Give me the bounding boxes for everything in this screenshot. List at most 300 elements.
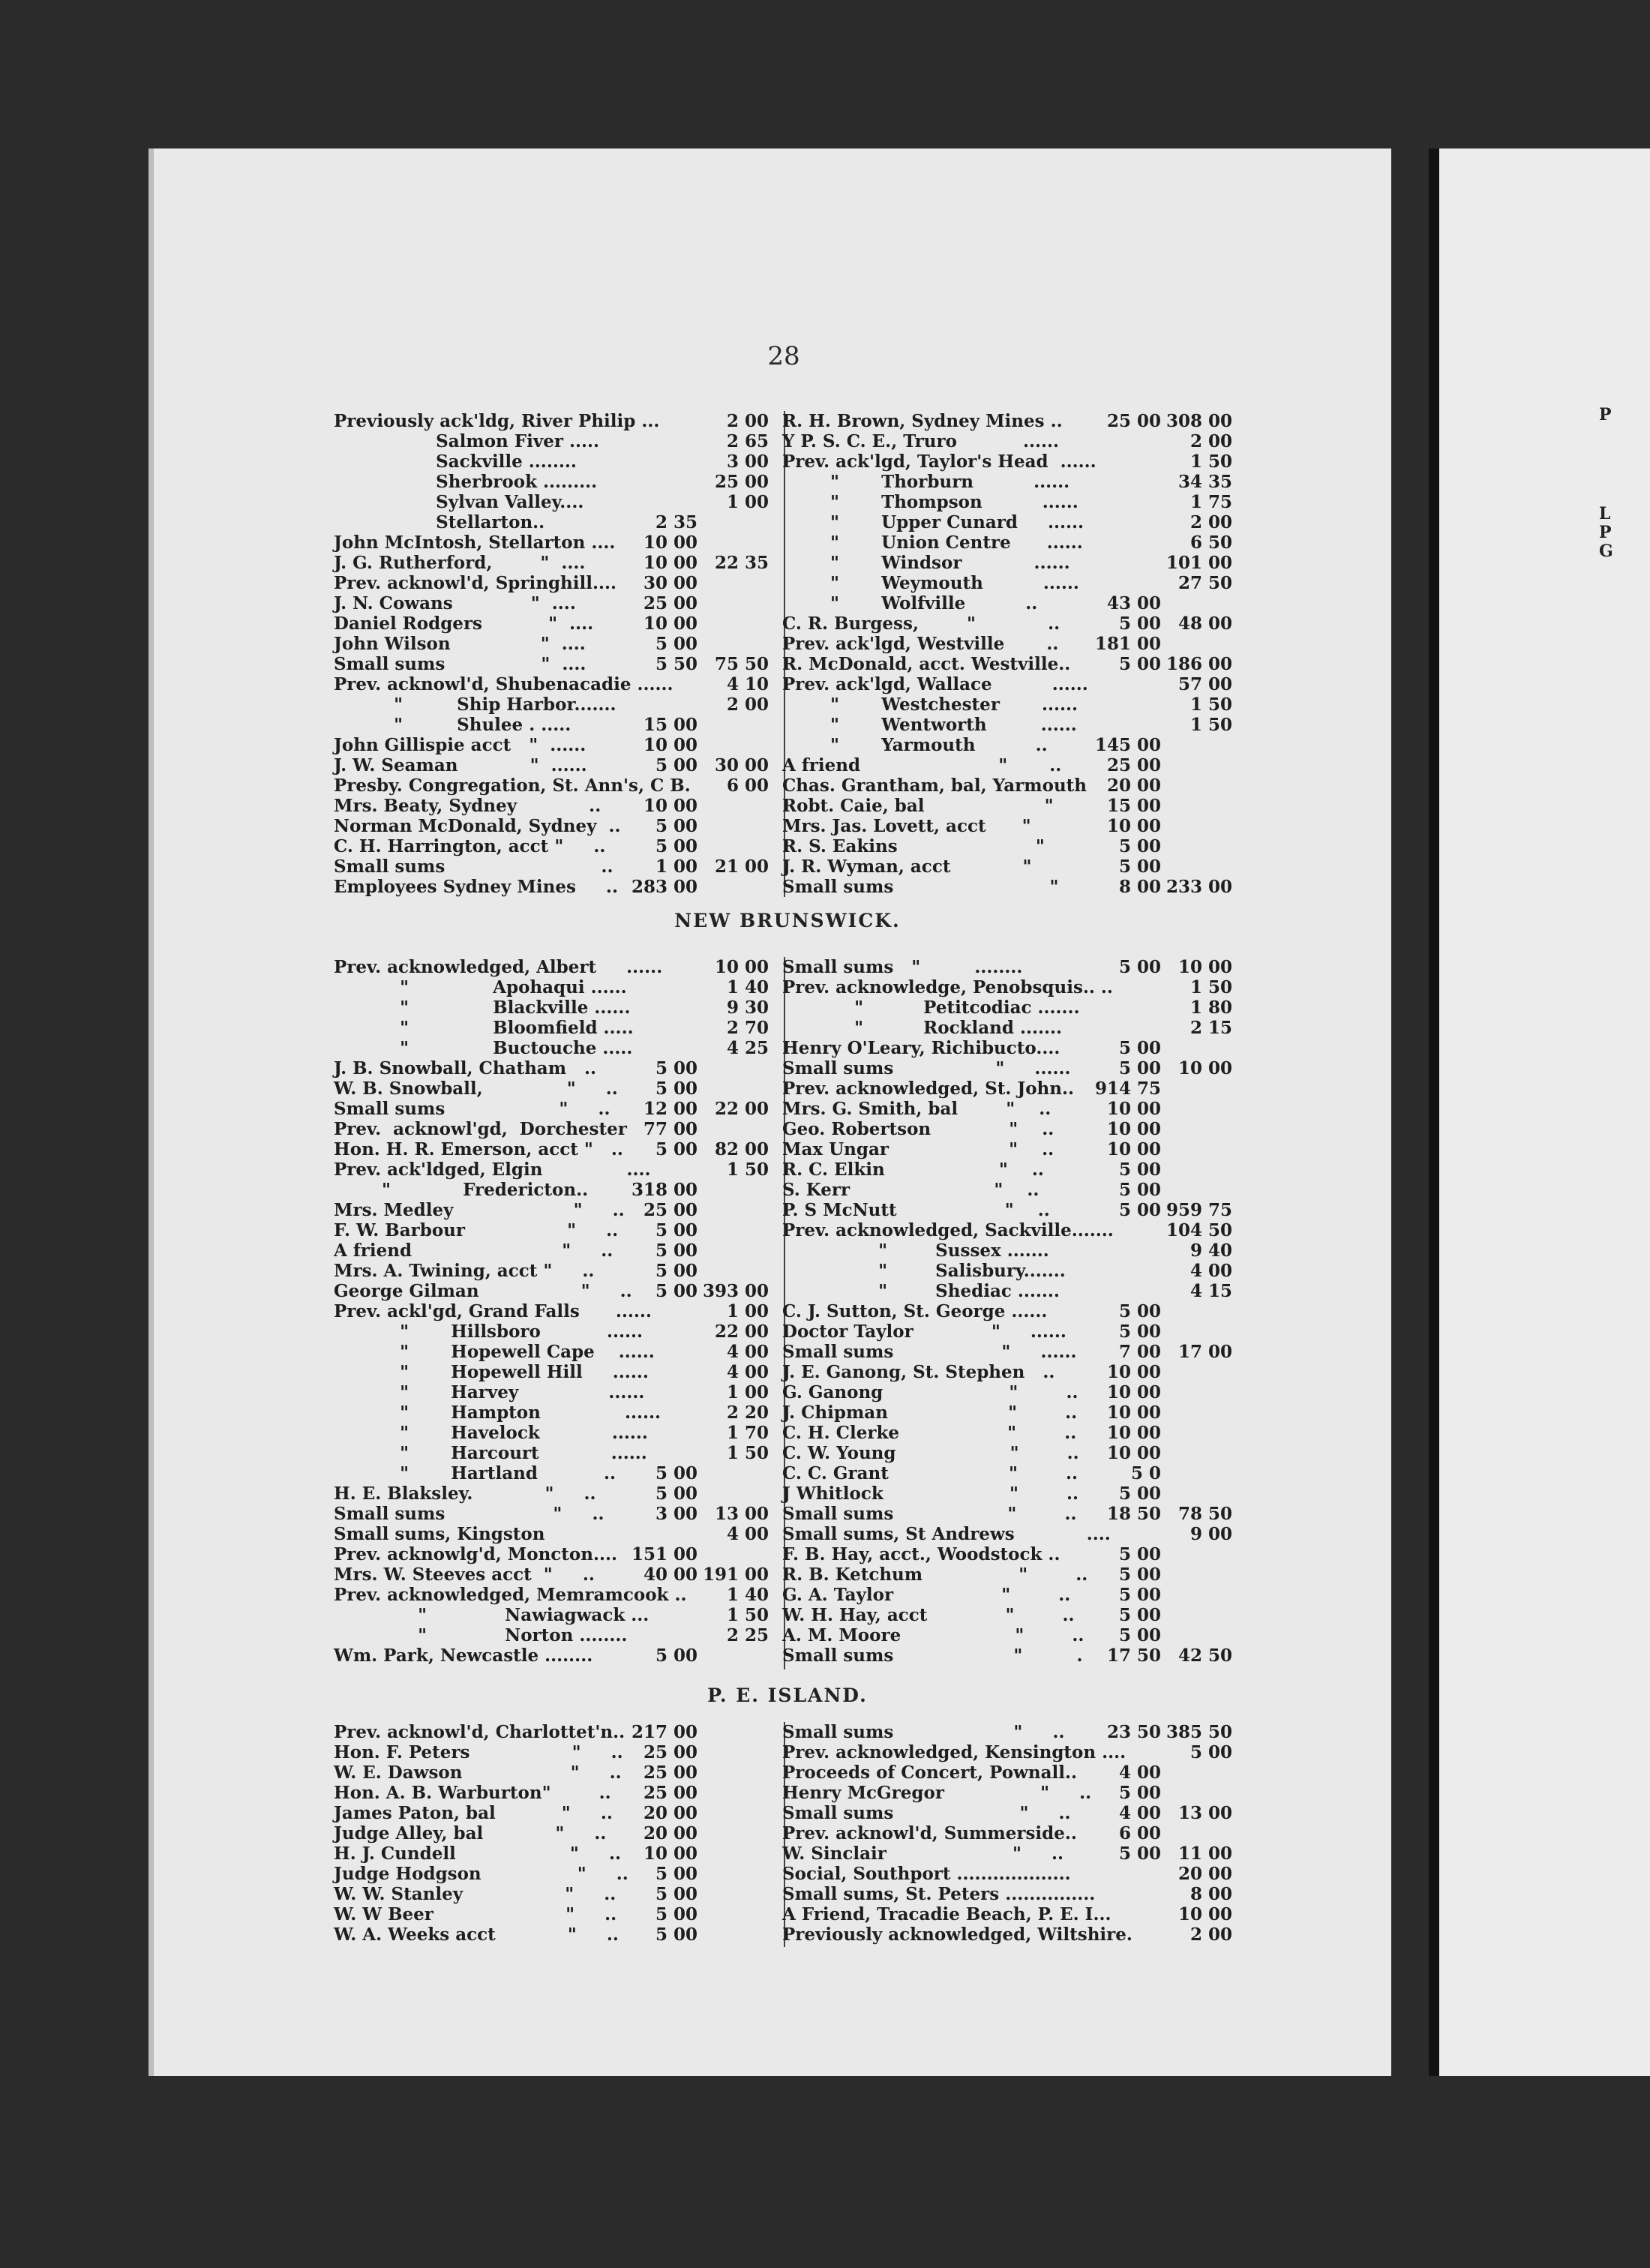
ledger-row xyxy=(334,1281,769,1301)
entry-amount: 8 00 xyxy=(1118,877,1161,897)
ledger-row xyxy=(782,654,1232,674)
entry-label: C. R. Burgess, " .. xyxy=(782,614,1060,634)
ledger-row xyxy=(782,1322,1232,1342)
entry-amount: 10 00 xyxy=(643,735,698,755)
ledger-row xyxy=(782,998,1232,1018)
entry-amount: 5 00 xyxy=(655,1924,698,1945)
ledger-row xyxy=(782,1625,1232,1646)
entry-amount: 15 00 xyxy=(1106,796,1161,816)
entry-amount: 5 00 xyxy=(655,755,698,776)
ledger-row xyxy=(782,1803,1232,1823)
ledger-row xyxy=(782,1261,1232,1281)
ledger-row xyxy=(782,1200,1232,1220)
entry-label: Small sums " .. xyxy=(334,1099,610,1119)
ledger-row xyxy=(782,1058,1232,1078)
entry-amount: 5 00 xyxy=(655,1240,698,1261)
page-number: 28 xyxy=(767,341,800,371)
entry-amount: 10 00 xyxy=(643,553,698,573)
entry-amount: 10 00 xyxy=(643,614,698,634)
ledger-row xyxy=(782,634,1232,654)
entry-label: H. E. Blaksley. " .. xyxy=(334,1484,596,1504)
ledger-row xyxy=(782,674,1232,694)
ledger-row xyxy=(334,715,769,735)
entry-label: " Petitcodiac ....... xyxy=(782,998,1080,1018)
entry-amount: 151 00 xyxy=(631,1544,698,1564)
entry-amount: 5 00 xyxy=(1118,654,1161,674)
ledger-row xyxy=(782,816,1232,836)
entry-subtotal: 2 00 xyxy=(1190,1924,1232,1945)
entry-label: Prev. ack'lgd, Wallace ...... xyxy=(782,674,1088,694)
entry-amount: 25 00 xyxy=(1106,411,1161,431)
entry-label: J Whitlock " .. xyxy=(782,1484,1079,1504)
ledger-row xyxy=(782,1240,1232,1261)
entry-label: R. H. Brown, Sydney Mines .. xyxy=(782,411,1063,431)
entry-amount: 10 00 xyxy=(1106,1402,1161,1423)
entry-subtotal: 22 35 xyxy=(714,553,769,573)
entry-amount: 25 00 xyxy=(643,593,698,614)
ledger-row xyxy=(334,1322,769,1342)
ledger-row xyxy=(782,1423,1232,1443)
ledger-row xyxy=(782,1484,1232,1504)
entry-label: Y P. S. C. E., Truro ...... xyxy=(782,431,1060,452)
ledger-row xyxy=(334,1463,769,1484)
entry-subtotal: 6 50 xyxy=(1190,532,1232,553)
ledger-row xyxy=(334,1220,769,1240)
ledger-row xyxy=(782,1864,1232,1884)
entry-subtotal: 9 00 xyxy=(1190,1524,1232,1544)
entry-label: Employees Sydney Mines .. xyxy=(334,877,618,897)
ledger-row xyxy=(782,512,1232,532)
entry-amount: 10 00 xyxy=(1106,1443,1161,1463)
entry-amount: 5 00 xyxy=(655,816,698,836)
entry-subtotal: 1 50 xyxy=(1190,694,1232,715)
ledger-row xyxy=(782,1301,1232,1322)
ledger-row xyxy=(334,735,769,755)
entry-amount: 5 00 xyxy=(1118,1058,1161,1078)
entry-amount: 5 00 xyxy=(655,836,698,856)
ledger-row xyxy=(334,1443,769,1463)
entry-label: J. N. Cowans " .... xyxy=(334,593,576,614)
ledger-row xyxy=(334,1119,769,1139)
ledger-row xyxy=(334,877,769,897)
ledger-row xyxy=(782,1504,1232,1524)
entry-amount: 23 50 xyxy=(1106,1722,1161,1742)
ledger-row xyxy=(334,532,769,553)
entry-label: W. W Beer " .. xyxy=(334,1904,617,1924)
ledger-row xyxy=(334,573,769,593)
ledger-row xyxy=(334,1362,769,1382)
entry-subtotal: 2 65 xyxy=(726,431,769,452)
ledger-row xyxy=(334,977,769,998)
ledger-row xyxy=(782,715,1232,735)
ledger-row xyxy=(334,1504,769,1524)
entry-amount: 5 00 xyxy=(655,1864,698,1884)
entry-label: " Apohaqui ...... xyxy=(334,977,627,998)
ledger-row xyxy=(334,1078,769,1099)
entry-amount: 18 50 xyxy=(1106,1504,1161,1524)
entry-label: A friend " .. xyxy=(782,755,1062,776)
entry-label: C. W. Young " .. xyxy=(782,1443,1079,1463)
ledger-row xyxy=(334,1423,769,1443)
ledger-row xyxy=(334,614,769,634)
entry-label: " Thorburn ...... xyxy=(782,472,1070,492)
entry-subtotal: 233 00 xyxy=(1166,877,1232,897)
entry-amount: 10 00 xyxy=(1106,1362,1161,1382)
ledger-row xyxy=(334,472,769,492)
ledger-row xyxy=(334,1904,769,1924)
entry-label: Small sums " ...... xyxy=(782,1058,1071,1078)
entry-amount: 17 50 xyxy=(1106,1646,1161,1666)
ledger-row xyxy=(782,1119,1232,1139)
entry-subtotal: 1 80 xyxy=(1190,998,1232,1018)
entry-label: C. H. Harrington, acct " .. xyxy=(334,836,606,856)
entry-label: Small sums " ...... xyxy=(782,1342,1077,1362)
entry-label: Small sums, St. Peters ............... xyxy=(782,1884,1096,1904)
entry-amount: 5 00 xyxy=(1118,1038,1161,1058)
ledger-row xyxy=(782,1585,1232,1605)
entry-subtotal: 308 00 xyxy=(1166,411,1232,431)
entry-subtotal: 25 00 xyxy=(714,472,769,492)
entry-amount: 25 00 xyxy=(643,1742,698,1762)
entry-amount: 10 00 xyxy=(643,1844,698,1864)
entry-label: Daniel Rodgers " .... xyxy=(334,614,594,634)
entry-subtotal: 27 50 xyxy=(1178,573,1232,593)
ledger-row xyxy=(782,1443,1232,1463)
entry-subtotal: 2 70 xyxy=(726,1018,769,1038)
ledger-row xyxy=(782,431,1232,452)
entry-amount: 10 00 xyxy=(1106,1382,1161,1402)
entry-subtotal: 4 25 xyxy=(726,1038,769,1058)
entry-subtotal: 3 00 xyxy=(726,452,769,472)
entry-amount: 5 00 xyxy=(1118,957,1161,977)
entry-amount: 914 75 xyxy=(1094,1078,1161,1099)
entry-subtotal: 10 00 xyxy=(1178,1058,1232,1078)
entry-amount: 43 00 xyxy=(1106,593,1161,614)
ledger-row xyxy=(782,977,1232,998)
ledger-row xyxy=(782,492,1232,512)
entry-label: " Nawiagwack ... xyxy=(334,1605,650,1625)
entry-label: " Wolfville .. xyxy=(782,593,1038,614)
entry-amount: 5 00 xyxy=(1118,1544,1161,1564)
ledger-row xyxy=(334,1382,769,1402)
ledger-row xyxy=(334,957,769,977)
entry-label: Previously acknowledged, Wiltshire. xyxy=(782,1924,1132,1945)
entry-label: Sherbrook ......... xyxy=(334,472,598,492)
entry-amount: 145 00 xyxy=(1094,735,1161,755)
entry-subtotal: 104 50 xyxy=(1166,1220,1232,1240)
section-heading-new-brunswick: NEW BRUNSWICK. xyxy=(674,910,901,932)
entry-label: Small sums " .. xyxy=(782,1504,1077,1524)
entry-subtotal: 48 00 xyxy=(1178,614,1232,634)
ledger-row xyxy=(334,1058,769,1078)
entry-subtotal: 959 75 xyxy=(1166,1200,1232,1220)
entry-amount: 181 00 xyxy=(1094,634,1161,654)
entry-amount: 20 00 xyxy=(643,1823,698,1844)
entry-label: Mrs. W. Steeves acct " .. xyxy=(334,1564,595,1585)
entry-label: Prev. acknowl'd, Summerside.. xyxy=(782,1823,1077,1844)
entry-label: Small sums " . xyxy=(782,1646,1083,1666)
ledger-row xyxy=(334,1524,769,1544)
entry-subtotal: 191 00 xyxy=(702,1564,769,1585)
ledger-row xyxy=(782,1382,1232,1402)
entry-label: Max Ungar " .. xyxy=(782,1139,1054,1160)
entry-amount: 6 00 xyxy=(1118,1823,1161,1844)
entry-label: W. A. Weeks acct " .. xyxy=(334,1924,619,1945)
ledger-row xyxy=(782,1762,1232,1783)
entry-label: Henry McGregor " .. xyxy=(782,1783,1092,1803)
entry-subtotal: 10 00 xyxy=(1178,1904,1232,1924)
ledger-row xyxy=(334,1200,769,1220)
entry-label: Sylvan Valley.... xyxy=(334,492,584,512)
entry-subtotal: 8 00 xyxy=(1190,1884,1232,1904)
entry-label: " Salisbury....... xyxy=(782,1261,1066,1281)
entry-label: " Blackville ...... xyxy=(334,998,631,1018)
entry-label: Prev. acknowl'd, Charlottet'n.. xyxy=(334,1722,626,1742)
entry-label: " Shediac ....... xyxy=(782,1281,1060,1301)
entry-amount: 4 00 xyxy=(1118,1762,1161,1783)
entry-label: " Weymouth ...... xyxy=(782,573,1079,593)
entry-label: Geo. Robertson " .. xyxy=(782,1119,1054,1139)
ledger-row xyxy=(782,694,1232,715)
entry-label: Prev. ack'lgd, Westville .. xyxy=(782,634,1059,654)
entry-amount: 5 00 xyxy=(655,1058,698,1078)
entry-label: C. C. Grant " .. xyxy=(782,1463,1078,1484)
ledger-row xyxy=(334,452,769,472)
ledger-row xyxy=(334,1722,769,1742)
entry-label: Norman McDonald, Sydney .. xyxy=(334,816,621,836)
ledger-row xyxy=(334,694,769,715)
entry-amount: 10 00 xyxy=(643,796,698,816)
entry-subtotal: 42 50 xyxy=(1178,1646,1232,1666)
entry-subtotal: 75 50 xyxy=(714,654,769,674)
ledger-row xyxy=(334,1099,769,1119)
entry-label: W. E. Dawson " .. xyxy=(334,1762,622,1783)
entry-amount: 5 00 xyxy=(1118,1783,1161,1803)
ledger-row xyxy=(782,1823,1232,1844)
entry-label: J. Chipman " .. xyxy=(782,1402,1078,1423)
entry-subtotal: 78 50 xyxy=(1178,1504,1232,1524)
entry-label: Prev. acknowl'gd, Dorchester xyxy=(334,1119,627,1139)
entry-label: Hon. H. R. Emerson, acct " .. xyxy=(334,1139,623,1160)
entry-label: Chas. Grantham, bal, Yarmouth xyxy=(782,776,1088,796)
entry-label: Small sums " xyxy=(782,877,1059,897)
ledger-row xyxy=(782,1646,1232,1666)
ledger-row xyxy=(334,1783,769,1803)
entry-subtotal: 1 00 xyxy=(726,1382,769,1402)
ledger-row xyxy=(334,634,769,654)
entry-label: Small sums " .. xyxy=(782,1722,1065,1742)
entry-amount: 25 00 xyxy=(643,1783,698,1803)
entry-label: " Sussex ....... xyxy=(782,1240,1049,1261)
entry-label: Prev. acknowl'd, Shubenacadie ...... xyxy=(334,674,674,694)
entry-amount: 5 00 xyxy=(655,1904,698,1924)
section-0-right-column xyxy=(782,411,1232,897)
entry-label: Prev. ackl'gd, Grand Falls ...... xyxy=(334,1301,652,1322)
ledger-row xyxy=(782,1524,1232,1544)
entry-amount: 5 00 xyxy=(1118,1844,1161,1864)
entry-label: G. Ganong " .. xyxy=(782,1382,1078,1402)
ledger-row xyxy=(782,1463,1232,1484)
ledger-row xyxy=(334,1261,769,1281)
ledger-row xyxy=(334,1864,769,1884)
entry-amount: 4 00 xyxy=(1118,1803,1161,1823)
ledger-row xyxy=(782,796,1232,816)
ledger-row xyxy=(334,1646,769,1666)
entry-label: Hon. A. B. Warburton" .. xyxy=(334,1783,611,1803)
ledger-row xyxy=(334,1585,769,1605)
ledger-row xyxy=(782,755,1232,776)
entry-label: Small sums, St Andrews .... xyxy=(782,1524,1111,1544)
entry-label: A friend " .. xyxy=(334,1240,614,1261)
ledger-row xyxy=(334,1038,769,1058)
ledger-row xyxy=(782,1139,1232,1160)
entry-subtotal: 1 40 xyxy=(726,1585,769,1605)
entry-label: Small sums " .. xyxy=(334,1504,604,1524)
entry-amount: 2 35 xyxy=(655,512,698,532)
facing-page-letter: P xyxy=(1599,405,1612,424)
entry-amount: 5 0 xyxy=(1130,1463,1161,1484)
entry-subtotal: 1 00 xyxy=(726,1301,769,1322)
ledger-row xyxy=(782,1722,1232,1742)
ledger-row xyxy=(334,593,769,614)
entry-label: P. S McNutt " .. xyxy=(782,1200,1050,1220)
entry-subtotal: 1 75 xyxy=(1190,492,1232,512)
ledger-row xyxy=(334,1544,769,1564)
entry-label: J. B. Snowball, Chatham .. xyxy=(334,1058,597,1078)
entry-label: S. Kerr " .. xyxy=(782,1180,1040,1200)
entry-subtotal: 1 50 xyxy=(1190,715,1232,735)
entry-label: R. B. Ketchum " .. xyxy=(782,1564,1088,1585)
entry-amount: 5 00 xyxy=(1118,1484,1161,1504)
entry-subtotal: 34 35 xyxy=(1178,472,1232,492)
ledger-row xyxy=(782,957,1232,977)
entry-label: Sackville ........ xyxy=(334,452,577,472)
entry-subtotal: 1 40 xyxy=(726,977,769,998)
ledger-row xyxy=(782,1844,1232,1864)
entry-subtotal: 2 00 xyxy=(726,694,769,715)
entry-amount: 40 00 xyxy=(643,1564,698,1585)
ledger-row xyxy=(782,553,1232,573)
ledger-row xyxy=(334,1180,769,1200)
ledger-row xyxy=(334,1160,769,1180)
ledger-row xyxy=(334,512,769,532)
ledger-row xyxy=(782,614,1232,634)
entry-label: F. W. Barbour " .. xyxy=(334,1220,619,1240)
entry-subtotal: 30 00 xyxy=(714,755,769,776)
entry-amount: 1 00 xyxy=(655,856,698,877)
entry-amount: 5 00 xyxy=(1118,1564,1161,1585)
entry-label: Prev. acknowledged, St. John.. xyxy=(782,1078,1075,1099)
entry-label: J. W. Seaman " ...... xyxy=(334,755,587,776)
entry-amount: 5 00 xyxy=(655,1281,698,1301)
entry-amount: 20 00 xyxy=(1106,776,1161,796)
entry-subtotal: 4 00 xyxy=(726,1342,769,1362)
entry-amount: 5 00 xyxy=(1118,1585,1161,1605)
ledger-row xyxy=(334,1924,769,1945)
ledger-row xyxy=(782,1904,1232,1924)
entry-label: " Norton ........ xyxy=(334,1625,628,1646)
entry-amount: 15 00 xyxy=(643,715,698,735)
entry-label: C. J. Sutton, St. George ...... xyxy=(782,1301,1048,1322)
entry-amount: 283 00 xyxy=(631,877,698,897)
entry-label: W. W. Stanley " .. xyxy=(334,1884,616,1904)
entry-label: " Hartland .. xyxy=(334,1463,616,1484)
entry-label: Mrs. A. Twining, acct " .. xyxy=(334,1261,595,1281)
entry-amount: 5 00 xyxy=(1118,1322,1161,1342)
ledger-row xyxy=(334,1803,769,1823)
entry-label: G. A. Taylor " .. xyxy=(782,1585,1071,1605)
facing-page-letter: G xyxy=(1599,542,1613,561)
entry-amount: 5 00 xyxy=(1118,1180,1161,1200)
entry-label: Small sums .. xyxy=(334,856,614,877)
entry-amount: 5 00 xyxy=(655,1078,698,1099)
ledger-row xyxy=(782,1099,1232,1119)
entry-label: Prev. acknowledged, Sackville....... xyxy=(782,1220,1114,1240)
ledger-row xyxy=(782,1884,1232,1904)
entry-subtotal: 2 25 xyxy=(726,1625,769,1646)
ledger-row xyxy=(782,1281,1232,1301)
entry-label: " Harvey ...... xyxy=(334,1382,645,1402)
entry-subtotal: 57 00 xyxy=(1178,674,1232,694)
ledger-row xyxy=(782,1160,1232,1180)
entry-subtotal: 4 00 xyxy=(726,1362,769,1382)
entry-label: Mrs. Medley " .. xyxy=(334,1200,625,1220)
section-1-left-column xyxy=(334,957,769,1666)
ledger-row xyxy=(334,492,769,512)
entry-amount: 5 00 xyxy=(1118,1301,1161,1322)
entry-label: John Gillispie acct " ...... xyxy=(334,735,586,755)
ledger-row xyxy=(782,1924,1232,1945)
entry-amount: 77 00 xyxy=(643,1119,698,1139)
ledger-row xyxy=(782,1742,1232,1762)
ledger-row xyxy=(334,1564,769,1585)
entry-amount: 217 00 xyxy=(631,1722,698,1742)
ledger-row xyxy=(334,1742,769,1762)
entry-label: Small sums " .... xyxy=(334,654,586,674)
entry-subtotal: 9 40 xyxy=(1190,1240,1232,1261)
entry-amount: 10 00 xyxy=(1106,1139,1161,1160)
entry-amount: 7 00 xyxy=(1118,1342,1161,1362)
entry-subtotal: 2 15 xyxy=(1190,1018,1232,1038)
entry-subtotal: 385 50 xyxy=(1166,1722,1232,1742)
entry-label: Doctor Taylor " ...... xyxy=(782,1322,1066,1342)
entry-amount: 5 00 xyxy=(655,634,698,654)
ledger-row xyxy=(334,776,769,796)
entry-subtotal: 17 00 xyxy=(1178,1342,1232,1362)
entry-subtotal: 2 00 xyxy=(1190,512,1232,532)
section-0-left-column xyxy=(334,411,769,897)
entry-label: Mrs. G. Smith, bal " .. xyxy=(782,1099,1052,1119)
entry-label: R. S. Eakins " xyxy=(782,836,1045,856)
entry-subtotal: 4 10 xyxy=(726,674,769,694)
entry-label: Robt. Caie, bal " xyxy=(782,796,1054,816)
entry-label: " Rockland ....... xyxy=(782,1018,1063,1038)
ledger-row xyxy=(334,654,769,674)
ledger-row xyxy=(334,431,769,452)
entry-label: H. J. Cundell " .. xyxy=(334,1844,621,1864)
entry-label: F. B. Hay, acct., Woodstock .. xyxy=(782,1544,1060,1564)
entry-label: " Hampton ...... xyxy=(334,1402,662,1423)
entry-amount: 5 00 xyxy=(1118,1625,1161,1646)
entry-label: J. R. Wyman, acct " xyxy=(782,856,1032,877)
ledger-row xyxy=(334,998,769,1018)
entry-label: Prev. acknowledged, Kensington .... xyxy=(782,1742,1126,1762)
entry-amount: 5 00 xyxy=(655,1463,698,1484)
entry-label: " Westchester ...... xyxy=(782,694,1078,715)
entry-label: R. McDonald, acct. Westville.. xyxy=(782,654,1071,674)
entry-label: Stellarton.. xyxy=(334,512,545,532)
entry-label: Prev. acknowl'd, Springhill.... xyxy=(334,573,617,593)
